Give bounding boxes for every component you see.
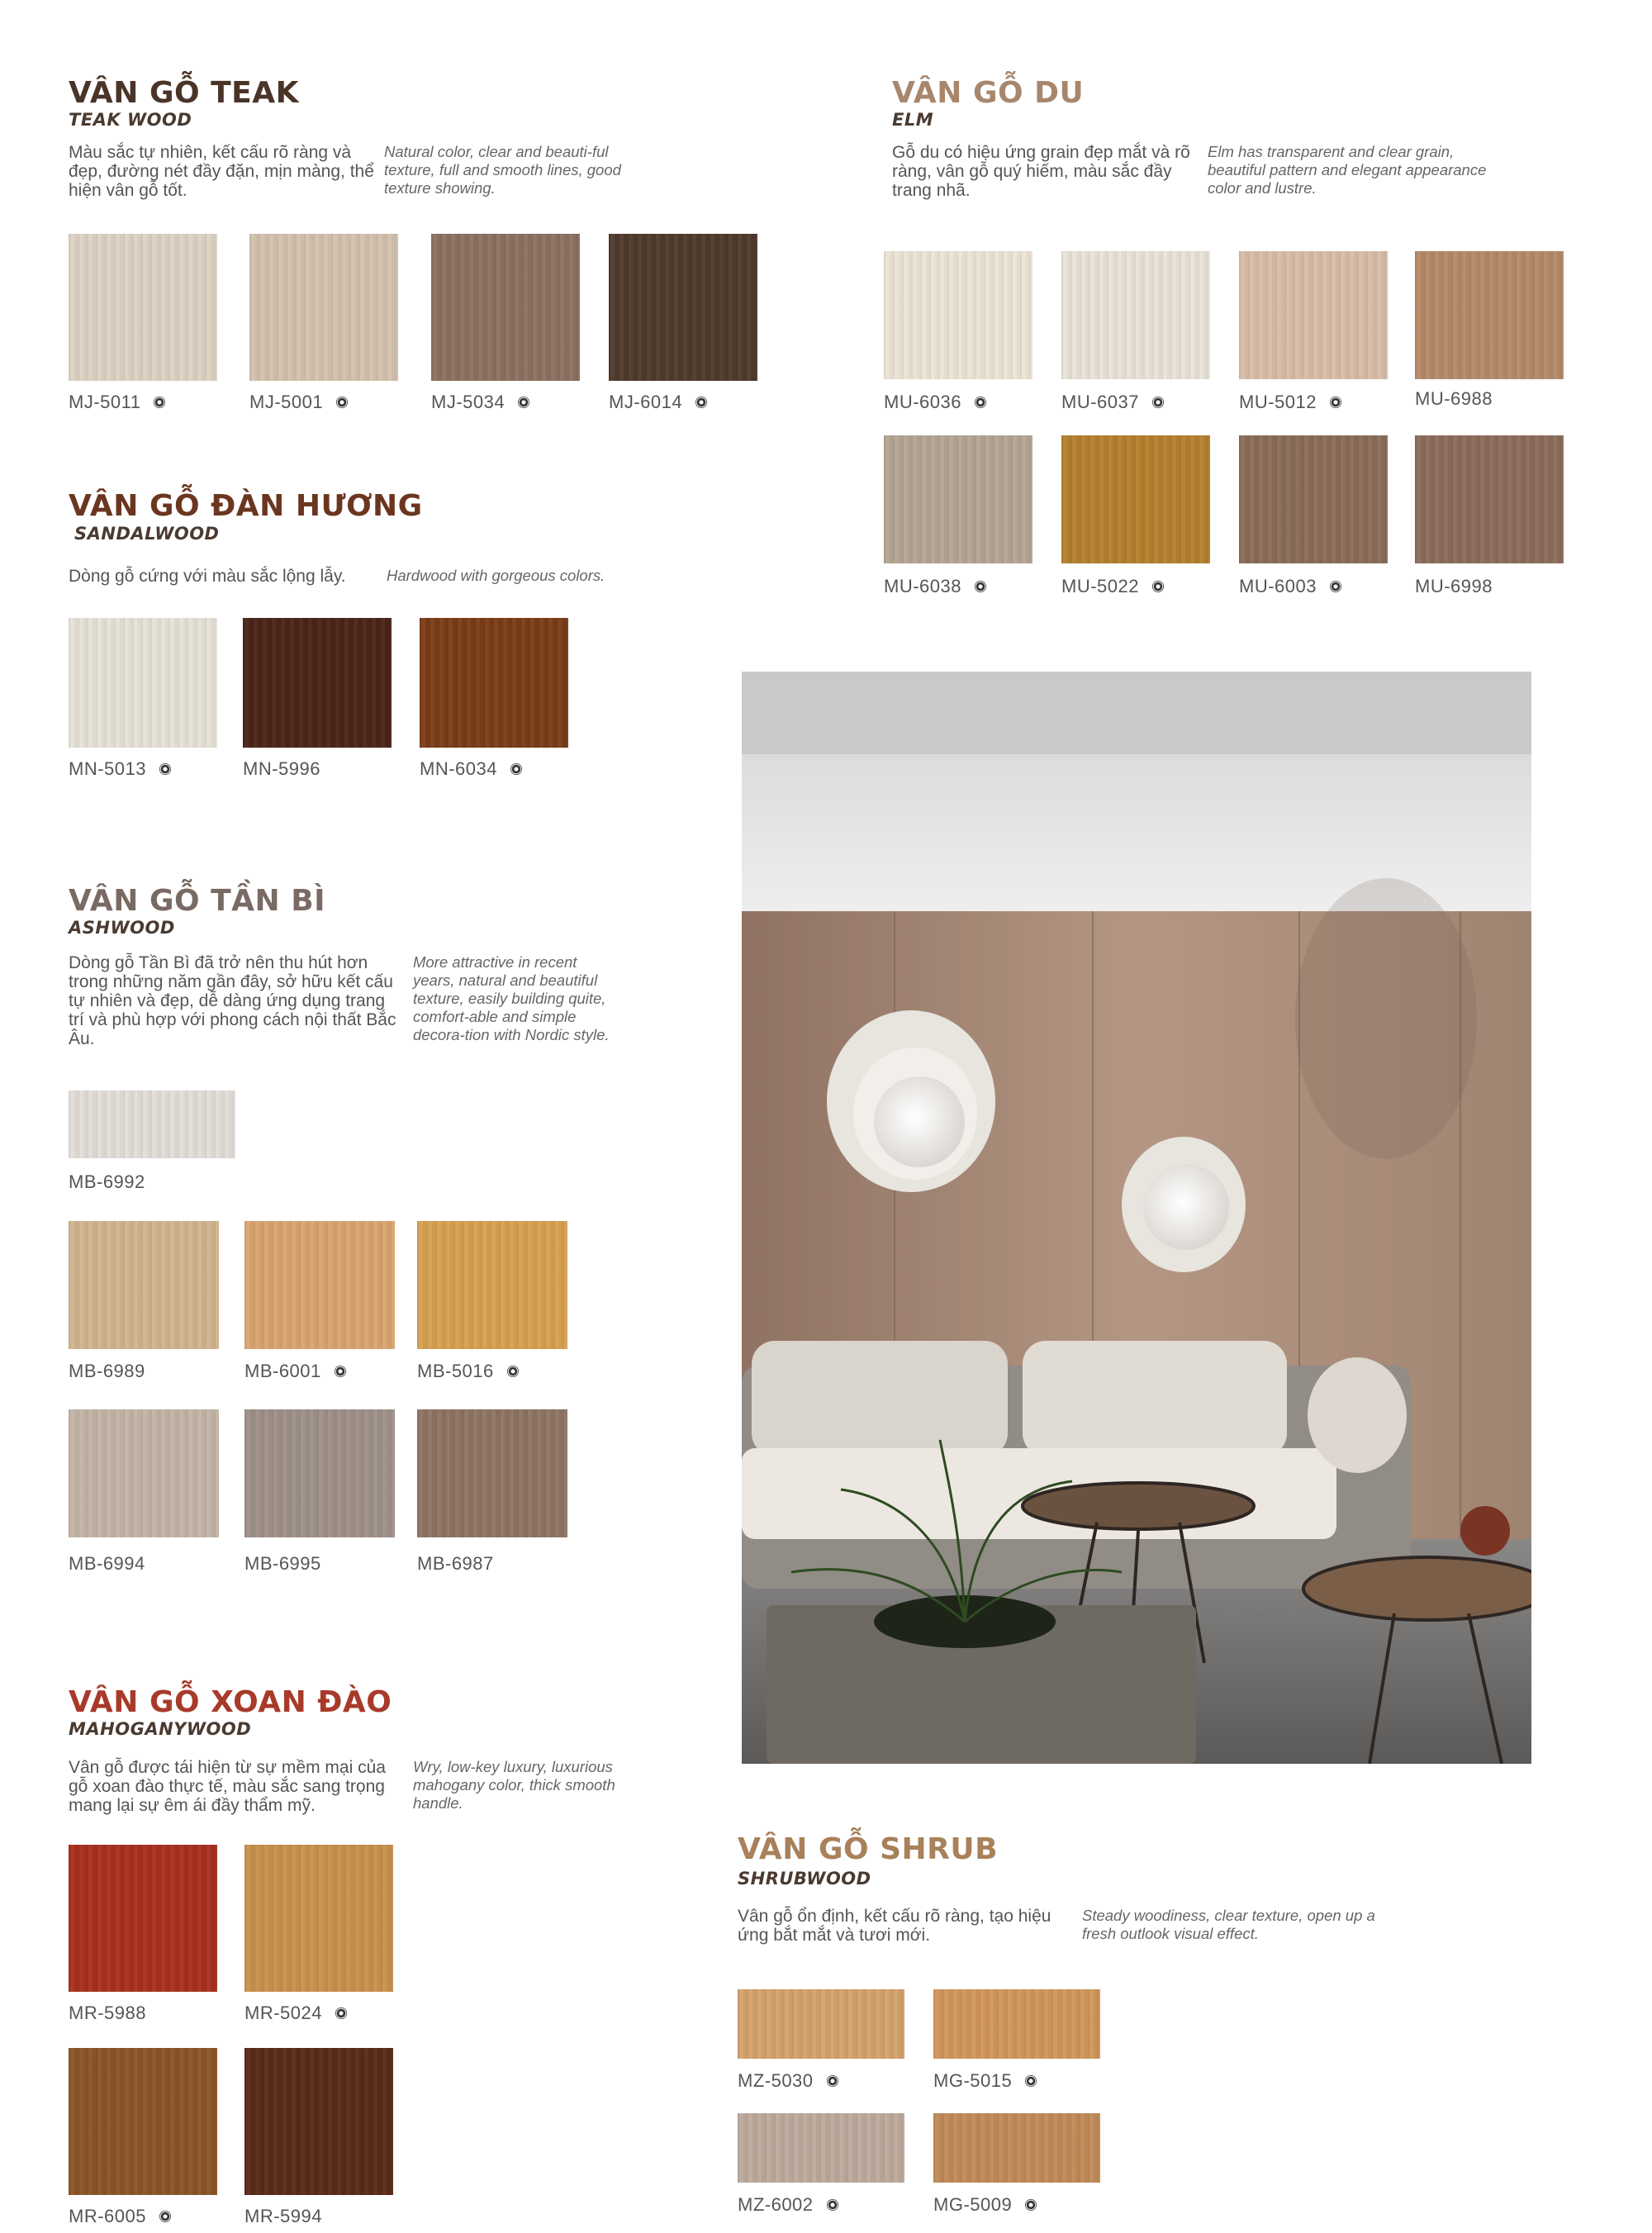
wall-lamp-small xyxy=(1122,1137,1246,1272)
swatch-code-shrub-1: MZ-5030 xyxy=(738,2070,838,2092)
swatch-code-teak-2: MJ-5001 xyxy=(249,392,348,413)
shrub-title: VÂN GỖ SHRUB xyxy=(738,1832,999,1866)
swatch-teak-1[interactable] xyxy=(69,234,217,381)
check-icon xyxy=(518,397,529,408)
check-icon xyxy=(1025,2199,1037,2211)
swatch-elm-4[interactable] xyxy=(1415,251,1564,379)
swatch-sandal-3[interactable] xyxy=(420,618,568,748)
swatch-code-sandal-3: MN-6034 xyxy=(420,758,522,780)
swatch-elm-3[interactable] xyxy=(1239,251,1388,379)
check-icon xyxy=(507,1366,519,1377)
mahogany-description-en: Wry, low-key luxury, luxurious mahogany color, thick smooth handle. xyxy=(413,1758,615,1812)
mahogany-title: VÂN GỖ XOAN ĐÀO xyxy=(69,1685,392,1719)
swatch-code-elm-4: MU-6988 xyxy=(1415,388,1493,409)
swatch-code-elm-2: MU-6037 xyxy=(1061,392,1164,413)
swatch-mahogany-2[interactable] xyxy=(244,1845,393,1992)
swatch-ash-3[interactable] xyxy=(244,1221,395,1349)
swatch-code-elm-7: MU-6003 xyxy=(1239,576,1341,597)
swatch-ash-6[interactable] xyxy=(244,1409,395,1537)
swatch-code-ash-1: MB-6992 xyxy=(69,1171,145,1192)
sandal-subtitle: SANDALWOOD xyxy=(74,524,220,544)
check-icon xyxy=(159,763,171,775)
wall-lamp-large xyxy=(827,1010,995,1192)
swatch-teak-4[interactable] xyxy=(609,234,757,381)
swatch-code-ash-5: MB-6994 xyxy=(69,1553,145,1574)
teak-subtitle: TEAK WOOD xyxy=(69,110,192,130)
sofa xyxy=(742,1341,1411,1589)
check-icon xyxy=(1152,581,1164,592)
check-icon xyxy=(335,2007,347,2019)
check-icon xyxy=(695,397,707,408)
swatch-code-elm-1: MU-6036 xyxy=(884,392,986,413)
check-icon xyxy=(1330,581,1341,592)
teak-description-en: Natural color, clear and beauti-ful texture, full and smooth lines, good texture showing. xyxy=(384,143,621,197)
swatch-shrub-2[interactable] xyxy=(933,1989,1100,2059)
swatch-code-shrub-2: MG-5015 xyxy=(933,2070,1037,2092)
check-icon xyxy=(1025,2075,1037,2087)
check-icon xyxy=(827,2075,838,2087)
shrub-description-vi: Vân gỗ ổn định, kết cấu rõ ràng, tạo hiệu ứng bắt mắt và tươi mới. xyxy=(738,1907,1051,1945)
swatch-code-mahogany-1: MR-5988 xyxy=(69,2003,146,2023)
swatch-ash-2[interactable] xyxy=(69,1221,219,1349)
swatch-ash-5[interactable] xyxy=(69,1409,219,1537)
sandal-title: VÂN GỖ ĐÀN HƯƠNG xyxy=(69,489,423,523)
swatch-ash-7[interactable] xyxy=(417,1409,567,1537)
swatch-teak-2[interactable] xyxy=(249,234,398,381)
swatch-ash-4[interactable] xyxy=(417,1221,567,1349)
swatch-code-shrub-3: MZ-6002 xyxy=(738,2194,838,2216)
check-icon xyxy=(159,2211,171,2222)
swatch-shrub-4[interactable] xyxy=(933,2113,1100,2183)
check-icon xyxy=(1152,397,1164,408)
stone-planter xyxy=(767,1595,1196,1764)
check-icon xyxy=(336,397,348,408)
swatch-code-sandal-2: MN-5996 xyxy=(243,758,320,779)
swatch-code-teak-4: MJ-6014 xyxy=(609,392,707,413)
elm-subtitle: ELM xyxy=(892,110,934,130)
swatch-shrub-1[interactable] xyxy=(738,1989,904,2059)
ash-title: VÂN GỖ TẦN BÌ xyxy=(69,884,326,918)
mahogany-subtitle: MAHOGANYWOOD xyxy=(69,1719,252,1739)
sandal-description-vi: Dòng gỗ cứng với màu sắc lộng lẫy. xyxy=(69,567,346,586)
swatch-sandal-1[interactable] xyxy=(69,618,217,748)
swatch-code-ash-3: MB-6001 xyxy=(244,1361,346,1382)
check-icon xyxy=(510,763,522,775)
shrub-subtitle: SHRUBWOOD xyxy=(738,1869,871,1889)
check-icon xyxy=(975,581,986,592)
swatch-code-mahogany-4: MR-5994 xyxy=(244,2206,322,2226)
swatch-mahogany-4[interactable] xyxy=(244,2048,393,2195)
swatch-code-shrub-4: MG-5009 xyxy=(933,2194,1037,2216)
swatch-code-teak-3: MJ-5034 xyxy=(431,392,529,413)
mahogany-description-vi: Vân gỗ được tái hiện từ sự mềm mại của gỗ xoan đào thực tế, màu sắc sang trọng mang lại sự êm ái đầy thẩm mỹ. xyxy=(69,1758,386,1815)
interior-photo xyxy=(742,672,1531,1764)
swatch-code-elm-5: MU-6038 xyxy=(884,576,986,597)
check-icon xyxy=(154,397,165,408)
swatch-code-elm-6: MU-5022 xyxy=(1061,576,1164,597)
check-icon xyxy=(975,397,986,408)
swatch-mahogany-3[interactable] xyxy=(69,2048,217,2195)
swatch-code-mahogany-2: MR-5024 xyxy=(244,2003,347,2024)
swatch-code-elm-3: MU-5012 xyxy=(1239,392,1341,413)
check-icon xyxy=(1330,397,1341,408)
swatch-elm-7[interactable] xyxy=(1239,435,1388,563)
elm-title: VÂN GỖ DU xyxy=(892,76,1085,110)
ash-description-en: More attractive in recent years, natural and beautiful texture, easily building quite, comfort-able and simple decora-tion with Nordic style. xyxy=(413,953,610,1043)
swatch-teak-3[interactable] xyxy=(431,234,580,381)
swatch-code-sandal-1: MN-5013 xyxy=(69,758,171,780)
swatch-code-ash-6: MB-6995 xyxy=(244,1553,321,1574)
teak-title: VÂN GỖ TEAK xyxy=(69,76,300,110)
swatch-sandal-2[interactable] xyxy=(243,618,392,748)
sandal-description-en: Hardwood with gorgeous colors. xyxy=(387,567,605,584)
swatch-code-ash-4: MB-5016 xyxy=(417,1361,519,1382)
swatch-code-ash-2: MB-6989 xyxy=(69,1361,145,1381)
swatch-code-mahogany-3: MR-6005 xyxy=(69,2206,171,2227)
shrub-description-en: Steady woodiness, clear texture, open up a fresh outlook visual effect. xyxy=(1082,1907,1375,1942)
swatch-elm-8[interactable] xyxy=(1415,435,1564,563)
swatch-elm-1[interactable] xyxy=(884,251,1032,379)
elm-description-en: Elm has transparent and clear grain, beautiful pattern and elegant appearance color and lustre. xyxy=(1208,143,1487,197)
swatch-elm-2[interactable] xyxy=(1061,251,1210,379)
swatch-elm-6[interactable] xyxy=(1061,435,1210,563)
swatch-mahogany-1[interactable] xyxy=(69,1845,217,1992)
ash-subtitle: ASHWOOD xyxy=(69,918,175,938)
swatch-code-teak-1: MJ-5011 xyxy=(69,392,165,413)
ash-description-vi: Dòng gỗ Tần Bì đã trở nên thu hút hơn trong những năm gần đây, sở hữu kết cấu tự nhiên và đẹp, dễ dàng ứng dụng trang trí và phù hợp với phong cách nội thất Bắc Âu. xyxy=(69,953,396,1048)
check-icon xyxy=(827,2199,838,2211)
check-icon xyxy=(335,1366,346,1377)
elm-description-vi: Gỗ du có hiệu ứng grain đẹp mắt và rõ ràng, vân gỗ quý hiếm, màu sắc đầy trang nhã. xyxy=(892,143,1190,200)
swatch-code-ash-7: MB-6987 xyxy=(417,1553,494,1574)
teak-description-vi: Màu sắc tự nhiên, kết cấu rõ ràng và đẹp, đường nét đầy đặn, mịn màng, thể hiện vân gỗ tốt. xyxy=(69,143,374,200)
swatch-shrub-3[interactable] xyxy=(738,2113,904,2183)
swatch-elm-5[interactable] xyxy=(884,435,1032,563)
swatch-ash-1[interactable] xyxy=(69,1090,235,1158)
swatch-code-elm-8: MU-6998 xyxy=(1415,576,1493,596)
